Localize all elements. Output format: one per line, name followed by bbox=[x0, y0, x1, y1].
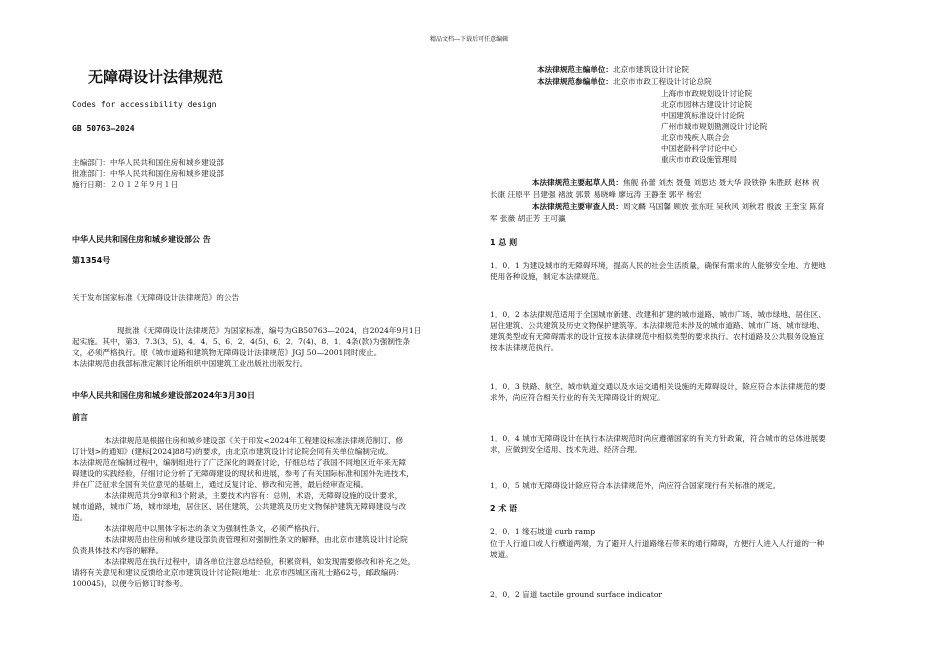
preface-line: 本法律规范共分9章和3个附录，主要技术内容有：总则，术语，无障碍设施的设计要求， bbox=[104, 491, 403, 500]
reviewers-row bbox=[490, 201, 825, 212]
notice-title: 关于发布国家标准《无障碍设计法律规范》的公告 bbox=[72, 293, 240, 302]
clause-1-0-2 bbox=[490, 309, 826, 353]
term-2-0-1-body bbox=[490, 538, 824, 560]
reviewers-line: 军 张薇 胡正芳 王可瀛 bbox=[490, 214, 566, 223]
participants-label: 本法律规范参编单位： bbox=[537, 77, 613, 86]
clause-line: 按本法律规范执行。 bbox=[490, 343, 559, 352]
document-title: 无障碍设计法律规范 bbox=[88, 68, 224, 86]
participant-item: 广州市城市规划勘测设计讨论院 bbox=[661, 122, 768, 131]
clause-line: 居住建筑、公共建筑及历史文物保护建筑等。本法律规范未涉及的城市道路、城市广场、城市绿地、 bbox=[490, 321, 825, 330]
notice-line: 起实施。其中，第3．7.3(3、5)、4．4．5、6．2．4(5)、6．2．7(4)、8．1．4条(款)为强制性条 bbox=[72, 337, 411, 346]
chief-unit-value: 北京市建筑设计讨论院 bbox=[613, 65, 689, 74]
clause-1-0-1 bbox=[490, 260, 826, 282]
drafters-line: 焦舰 孙蕾 刘杰 聂曼 刘思达 聂大华 段铁铮 朱胜跃 赵林 祝 bbox=[623, 178, 820, 187]
clause-line: 位于人行道口或人行横道两端，为了避开人行道路缘石带来的通行障碍，方便行人进入人行道的一种 bbox=[490, 539, 825, 548]
clause-line: 求，应做到安全适用、技术先进、经济合理。 bbox=[490, 445, 642, 454]
preface-line: 100045)，以便今后修订时参考。 bbox=[72, 579, 188, 588]
preface-title: 前言 bbox=[72, 413, 88, 422]
section-2-title: 2 术 语 bbox=[490, 504, 518, 513]
clause-line: 建筑类型或有无障碍需求的设计宜按本法律规范中相似类型的要求执行。农村道路及公共服务设施宜 bbox=[490, 332, 825, 341]
clause-line: 坡道。 bbox=[490, 550, 513, 559]
participant-item: 上海市市政规划设计讨论院 bbox=[661, 89, 753, 98]
meta-approval-dept: 批准部门：中华人民共和国住房和城乡建设部 bbox=[72, 169, 224, 178]
preface-line: 本法律规范在执行过程中，请各单位注意总结经验，积累资料，如发现需要修改和补充之处， bbox=[104, 557, 416, 566]
term-2-0-1-title: 2．0．1 缘石坡道 curb ramp bbox=[490, 527, 596, 536]
participants-row bbox=[490, 76, 712, 87]
clause-line: 1．0．3 铁路、航空、城市轨道交通以及水运交通相关设施的无障碍设计，除应符合本法律规范的要 bbox=[490, 382, 826, 391]
standard-code: GB 50763—2024 bbox=[72, 124, 135, 133]
participant-item: 北京市园林古建设计讨论院 bbox=[661, 100, 753, 109]
preface-line: 负责具体技术内容的解释。 bbox=[72, 546, 164, 555]
chief-unit-row bbox=[490, 64, 689, 75]
notice-body bbox=[72, 325, 421, 369]
chief-unit-label: 本法律规范主编单位： bbox=[537, 65, 613, 74]
clause-line: 求外，尚应符合相关行业的有关无障碍设计的规定。 bbox=[490, 393, 665, 402]
clause-line: 1．0．4 城市无障碍设计在执行本法律规范时尚应遵循国家的有关方针政策，符合城市的总体进展要 bbox=[490, 434, 826, 443]
ministry-announcement: 中华人民共和国住房和城乡建设部公 告 bbox=[72, 235, 211, 244]
preface-body bbox=[72, 435, 415, 589]
preface-line: 城市道路，城市广场，城市绿地，居住区、居住建筑，公共建筑及历史文物保护建筑无障碍建设与改 bbox=[72, 502, 407, 511]
subtitle-english: Codes for accessibility design bbox=[72, 100, 217, 109]
preface-line: 本法律规范在编制过程中，编制组进行了广泛深化的调查讨论，仔细总结了我国不同地区近年来无障 bbox=[72, 458, 407, 467]
meta-chief-dept: 主编部门：中华人民共和国住房和城乡建设部 bbox=[72, 158, 224, 167]
participants-list bbox=[661, 88, 767, 165]
preface-line: 并在广泛征求全国有关位意见的基础上，通过反复讨论、修改和完善，最后经审查定稿。 bbox=[72, 480, 369, 489]
reviewers-label: 本法律规范主要审查人员： bbox=[531, 202, 623, 211]
notice-line: 本法律规范由我部标准定额讨论所组织中国建筑工业出版社出版发行。 bbox=[72, 359, 308, 368]
notice-line: 文，必须严格执行。原《城市道路和建筑物无障碍设计法律规范》JGJ 50—2001同时废止。 bbox=[72, 348, 382, 357]
clause-line: 使用各种设施，制定本法律规范。 bbox=[490, 272, 604, 281]
preface-line: 请将有关意见和建议反馈给北京市建筑设计讨论院(地址：北京市西城区南礼士路62号，邮政编码： bbox=[72, 568, 404, 577]
drafters-label: 本法律规范主要起草人员： bbox=[531, 178, 623, 187]
participant-item: 中国老龄科学讨论中心 bbox=[661, 144, 737, 153]
drafters-line: 长康 汪原平 吕建强 褚波 郭景 易晓峰 廖远涛 王静奎 郭平 杨宏 bbox=[490, 190, 702, 199]
term-2-0-2-title: 2．0．2 盲道 tactile ground surface indicator bbox=[490, 590, 663, 599]
reviewers-line: 周文麟 马国馨 顾放 张东旺 吴秋风 刘秋君 殷波 王奎宝 陈育 bbox=[623, 202, 825, 211]
participant-item: 北京市市政工程设计讨论总院 bbox=[613, 77, 712, 86]
participant-item: 重庆市市政设施管理局 bbox=[661, 155, 737, 164]
preface-line: 本法律规范由住房和城乡建设部负责管理和对强制性条文的解释，由北京市建筑设计讨论院 bbox=[104, 535, 408, 544]
clause-line: 1．0．2 本法律规范适用于全国城市新建、改建和扩建的城市道路、城市广场、城市绿地、居住区、 bbox=[490, 310, 826, 319]
clause-line: 1．0．1 为建设城市的无障碍环境，提高人民的社会生活质量，确保有需求的人能够安全地、方便地 bbox=[490, 261, 826, 270]
notice-line: 现批准《无障碍设计法律规范》为国家标准，编号为GB50763—2024，自2024年9月1日 bbox=[117, 326, 422, 335]
preface-line: 碍建设的实践经验，仔细讨论分析了无障碍建设的现状和进展，参考了有关国际标准和国外先进技术， bbox=[72, 469, 414, 478]
clause-1-0-5: 1．0．5 城市无障碍设计除应符合本法律规范外，尚应符合国家现行有关标准的规定。 bbox=[490, 481, 781, 490]
clause-1-0-3 bbox=[490, 381, 826, 403]
header-note: 精品文档---下载后可任意编辑 bbox=[430, 36, 509, 43]
preface-line: 本法律规范中以黑体字标志的条文为强制性条文，必须严格执行。 bbox=[104, 524, 325, 533]
drafters-row bbox=[490, 177, 819, 188]
sign-date: 中华人民共和国住房和城乡建设部2024年3月30日 bbox=[72, 391, 255, 400]
preface-line: 本法律规范是根据住房和城乡建设部《关于印发<2024年工程建设标准法律规范制订、修 bbox=[104, 436, 404, 445]
announcement-number: 第1354号 bbox=[72, 256, 111, 265]
meta-effective-date: 施行日期：２０１２年９月１日 bbox=[72, 180, 179, 189]
preface-line: 订计划>的通知》(建标[2024]88号)的要求，由北京市建筑设计讨论院会同有关单位编制完成。 bbox=[72, 447, 393, 456]
clause-1-0-4 bbox=[490, 433, 826, 455]
participant-item: 北京市残疾人联合会 bbox=[661, 133, 730, 142]
participant-item: 中国建筑标准设计讨论院 bbox=[661, 111, 745, 120]
preface-line: 造。 bbox=[72, 513, 88, 522]
section-1-title: 1 总 则 bbox=[490, 238, 518, 247]
meta-block bbox=[72, 157, 224, 190]
